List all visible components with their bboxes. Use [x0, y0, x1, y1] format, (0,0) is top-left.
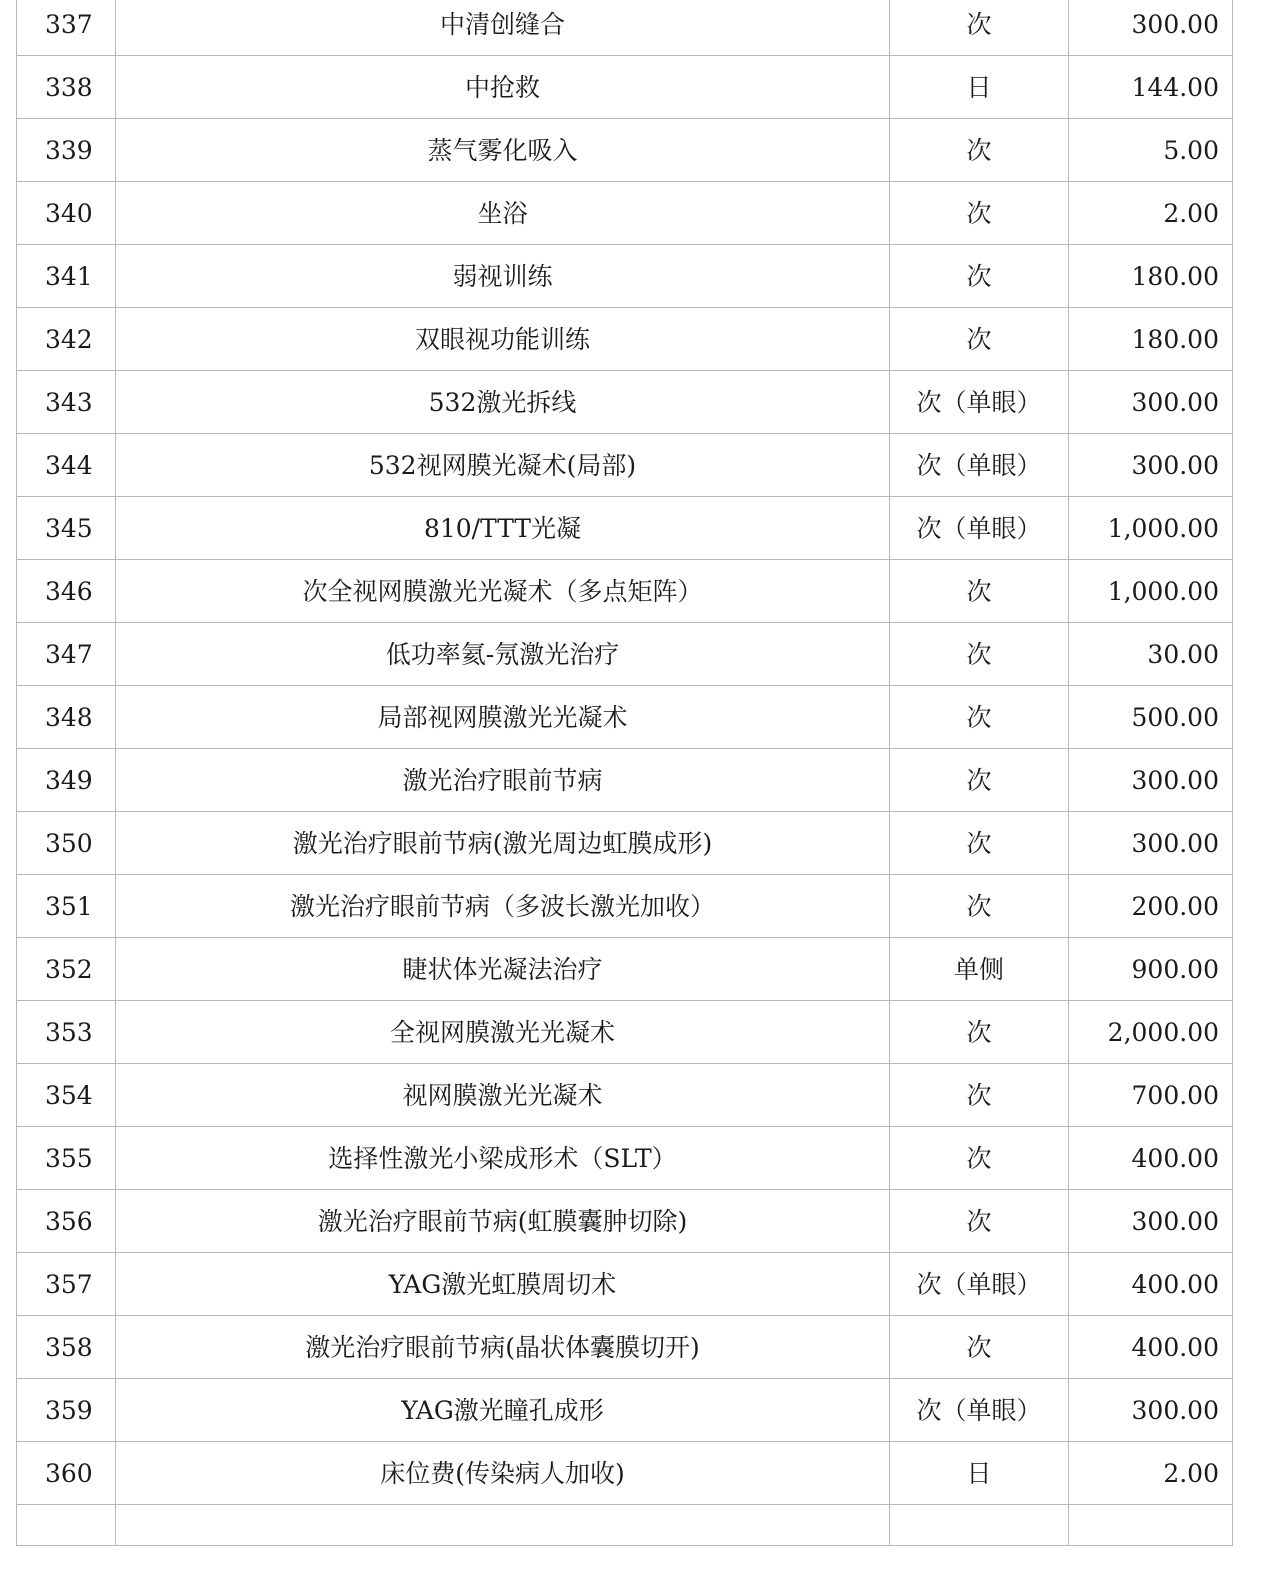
table-row [17, 1127, 1233, 1190]
item-name-cell: 低功率氦-氖激光治疗 [116, 623, 890, 686]
table-row [17, 875, 1233, 938]
item-price-cell: 2.00 [1069, 182, 1233, 245]
item-unit-cell: 次（单眼） [890, 434, 1069, 497]
table-row [17, 182, 1233, 245]
item-number-cell: 348 [17, 686, 116, 749]
item-unit-cell: 次 [890, 308, 1069, 371]
item-price-cell: 700.00 [1069, 1064, 1233, 1127]
table-row [17, 1379, 1233, 1442]
item-unit-cell: 单侧 [890, 938, 1069, 1001]
item-number-cell: 353 [17, 1001, 116, 1064]
item-number-cell: 347 [17, 623, 116, 686]
item-number-cell [17, 1505, 116, 1546]
item-name-cell: 全视网膜激光光凝术 [116, 1001, 890, 1064]
item-price-cell: 180.00 [1069, 245, 1233, 308]
item-number-cell: 351 [17, 875, 116, 938]
item-unit-cell: 次 [890, 0, 1069, 56]
table-row [17, 1442, 1233, 1505]
item-price-cell: 200.00 [1069, 875, 1233, 938]
item-number-cell: 346 [17, 560, 116, 623]
item-name-cell: YAG激光瞳孔成形 [116, 1379, 890, 1442]
item-number-cell: 343 [17, 371, 116, 434]
table-row [17, 938, 1233, 1001]
item-price-cell: 5.00 [1069, 119, 1233, 182]
item-unit-cell: 次 [890, 686, 1069, 749]
item-name-cell: 激光治疗眼前节病 [116, 749, 890, 812]
item-number-cell: 344 [17, 434, 116, 497]
item-name-cell: 532视网膜光凝术(局部) [116, 434, 890, 497]
item-number-cell: 359 [17, 1379, 116, 1442]
item-price-cell: 300.00 [1069, 1379, 1233, 1442]
item-price-cell [1069, 1505, 1233, 1546]
fee-table [16, 0, 1233, 1546]
item-unit-cell: 次 [890, 623, 1069, 686]
table-row [17, 1064, 1233, 1127]
table-row [17, 434, 1233, 497]
item-number-cell: 355 [17, 1127, 116, 1190]
item-price-cell: 400.00 [1069, 1127, 1233, 1190]
item-number-cell: 341 [17, 245, 116, 308]
item-number-cell: 339 [17, 119, 116, 182]
table-row [17, 623, 1233, 686]
item-price-cell: 2.00 [1069, 1442, 1233, 1505]
item-unit-cell: 次（单眼） [890, 1379, 1069, 1442]
table-row [17, 1001, 1233, 1064]
table-row [17, 749, 1233, 812]
item-unit-cell: 次 [890, 1001, 1069, 1064]
item-name-cell: 激光治疗眼前节病(晶状体囊膜切开) [116, 1316, 890, 1379]
item-name-cell: 局部视网膜激光光凝术 [116, 686, 890, 749]
table-row [17, 308, 1233, 371]
item-name-cell: 弱视训练 [116, 245, 890, 308]
fee-table-body [17, 0, 1233, 1546]
item-price-cell: 300.00 [1069, 1190, 1233, 1253]
item-name-cell: YAG激光虹膜周切术 [116, 1253, 890, 1316]
item-unit-cell: 次 [890, 749, 1069, 812]
item-number-cell: 358 [17, 1316, 116, 1379]
item-unit-cell: 次（单眼） [890, 371, 1069, 434]
table-row [17, 1190, 1233, 1253]
item-number-cell: 350 [17, 812, 116, 875]
item-name-cell: 双眼视功能训练 [116, 308, 890, 371]
fee-schedule-sheet [16, 0, 1232, 1546]
item-name-cell: 中清创缝合 [116, 0, 890, 56]
item-name-cell: 532激光拆线 [116, 371, 890, 434]
item-price-cell: 400.00 [1069, 1253, 1233, 1316]
item-unit-cell: 次 [890, 560, 1069, 623]
item-unit-cell: 次 [890, 182, 1069, 245]
item-number-cell: 342 [17, 308, 116, 371]
item-number-cell: 354 [17, 1064, 116, 1127]
item-price-cell: 300.00 [1069, 812, 1233, 875]
item-number-cell: 338 [17, 56, 116, 119]
table-row [17, 119, 1233, 182]
item-name-cell: 次全视网膜激光光凝术（多点矩阵） [116, 560, 890, 623]
item-number-cell: 340 [17, 182, 116, 245]
item-unit-cell: 次 [890, 1064, 1069, 1127]
item-name-cell: 激光治疗眼前节病（多波长激光加收） [116, 875, 890, 938]
item-price-cell: 2,000.00 [1069, 1001, 1233, 1064]
item-price-cell: 144.00 [1069, 56, 1233, 119]
item-name-cell: 床位费(传染病人加收) [116, 1442, 890, 1505]
item-number-cell: 352 [17, 938, 116, 1001]
item-unit-cell: 次 [890, 812, 1069, 875]
item-unit-cell: 日 [890, 1442, 1069, 1505]
table-row [17, 686, 1233, 749]
item-price-cell: 1,000.00 [1069, 560, 1233, 623]
item-price-cell: 300.00 [1069, 0, 1233, 56]
item-number-cell: 357 [17, 1253, 116, 1316]
item-unit-cell: 次 [890, 1316, 1069, 1379]
table-row [17, 371, 1233, 434]
item-unit-cell: 日 [890, 56, 1069, 119]
item-name-cell: 视网膜激光光凝术 [116, 1064, 890, 1127]
item-unit-cell: 次（单眼） [890, 1253, 1069, 1316]
table-row-partial [17, 1505, 1233, 1546]
item-name-cell [116, 1505, 890, 1546]
item-name-cell: 中抢救 [116, 56, 890, 119]
item-number-cell: 349 [17, 749, 116, 812]
item-price-cell: 1,000.00 [1069, 497, 1233, 560]
item-unit-cell [890, 1505, 1069, 1546]
item-price-cell: 300.00 [1069, 434, 1233, 497]
table-row [17, 497, 1233, 560]
item-name-cell: 激光治疗眼前节病(虹膜囊肿切除) [116, 1190, 890, 1253]
item-name-cell: 激光治疗眼前节病(激光周边虹膜成形) [116, 812, 890, 875]
item-unit-cell: 次 [890, 119, 1069, 182]
table-row [17, 1253, 1233, 1316]
item-unit-cell: 次 [890, 1190, 1069, 1253]
item-name-cell: 810/TTT光凝 [116, 497, 890, 560]
item-name-cell: 睫状体光凝法治疗 [116, 938, 890, 1001]
item-unit-cell: 次 [890, 245, 1069, 308]
table-row [17, 245, 1233, 308]
item-price-cell: 900.00 [1069, 938, 1233, 1001]
item-price-cell: 300.00 [1069, 749, 1233, 812]
item-name-cell: 坐浴 [116, 182, 890, 245]
item-number-cell: 345 [17, 497, 116, 560]
item-price-cell: 400.00 [1069, 1316, 1233, 1379]
item-unit-cell: 次 [890, 875, 1069, 938]
table-row [17, 560, 1233, 623]
item-number-cell: 337 [17, 0, 116, 56]
item-price-cell: 300.00 [1069, 371, 1233, 434]
table-row [17, 812, 1233, 875]
table-row [17, 56, 1233, 119]
item-name-cell: 蒸气雾化吸入 [116, 119, 890, 182]
item-price-cell: 30.00 [1069, 623, 1233, 686]
table-row [17, 0, 1233, 56]
item-number-cell: 360 [17, 1442, 116, 1505]
item-unit-cell: 次（单眼） [890, 497, 1069, 560]
item-price-cell: 180.00 [1069, 308, 1233, 371]
item-name-cell: 选择性激光小梁成形术（SLT） [116, 1127, 890, 1190]
item-unit-cell: 次 [890, 1127, 1069, 1190]
table-row [17, 1316, 1233, 1379]
item-number-cell: 356 [17, 1190, 116, 1253]
item-price-cell: 500.00 [1069, 686, 1233, 749]
